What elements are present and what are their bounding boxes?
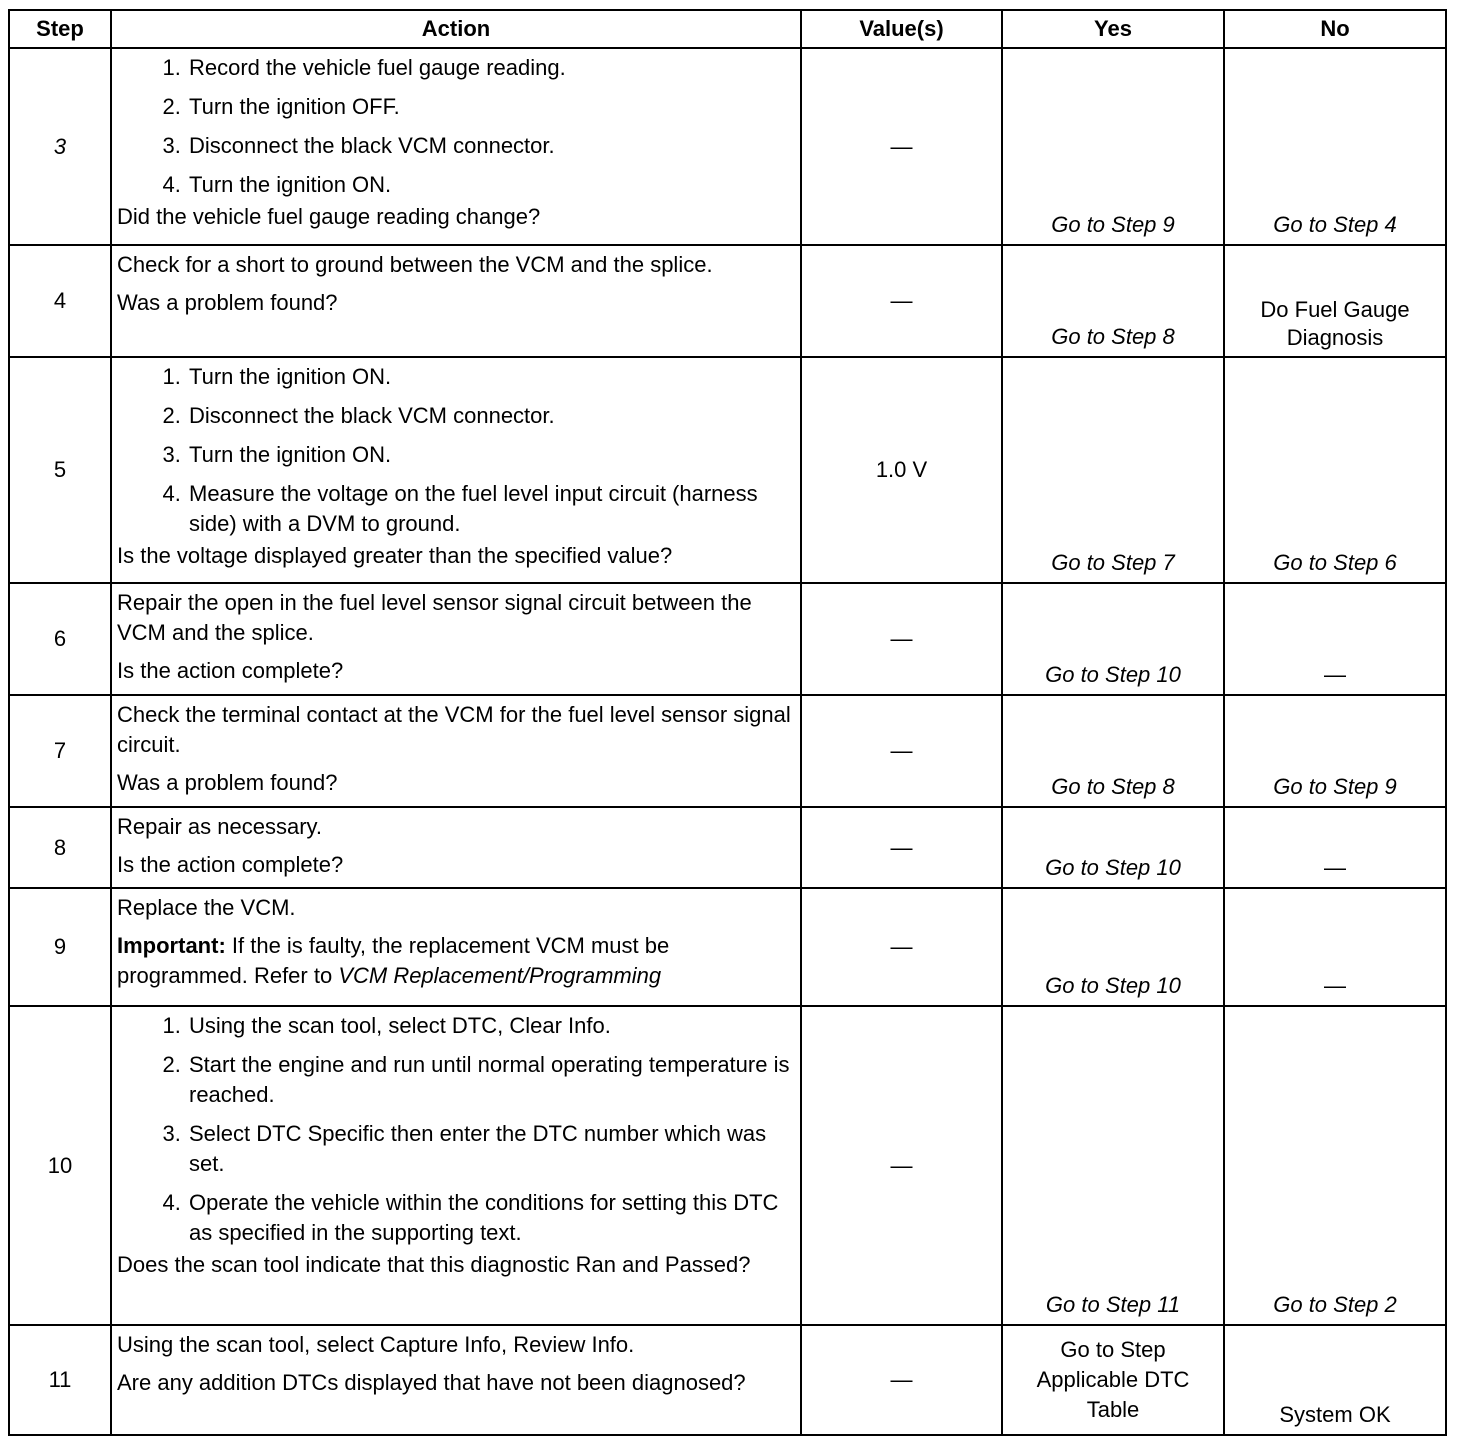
step-number: 7 [9,695,111,807]
no-cell: Go to Step 2 [1224,1006,1446,1325]
table-row [9,807,1446,888]
no-cell: Go to Step 9 [1224,695,1446,807]
action-step: 4. Turn the ignition ON. [187,170,795,200]
important-reference: VCM Replacement/Programming [338,963,662,988]
no-cell: — [1224,583,1446,695]
step-number: 8 [9,807,111,888]
action-question: Did the vehicle fuel gauge reading change? [117,204,541,229]
step-number: 9 [9,888,111,1006]
no-cell: — [1224,807,1446,888]
action-question: Is the action complete? [117,852,344,877]
action-step: 1. Using the scan tool, select DTC, Clear Info. [187,1011,795,1041]
no-cell: Go to Step 6 [1224,357,1446,583]
yes-cell: Go to Step 8 [1002,245,1224,357]
action-cell [111,48,801,245]
step-number: 3 [9,48,111,245]
action-cell [111,583,801,695]
action-instruction: Replace the VCM. [117,895,296,920]
action-steps [117,362,795,539]
header-step: Step [9,10,111,48]
no-cell: — [1224,888,1446,1006]
value-cell: — [801,1006,1002,1325]
action-step: 4. Operate the vehicle within the conditions for setting this DTC as specified in the supporting text. [187,1188,795,1248]
action-steps [117,53,795,200]
table-row [9,888,1446,1006]
yes-cell: Go to Step 10 [1002,583,1224,695]
action-steps [117,1011,795,1248]
action-cell [111,807,801,888]
header-no: No [1224,10,1446,48]
action-cell [111,357,801,583]
value-cell: — [801,48,1002,245]
table-row [9,1325,1446,1435]
step-number: 10 [9,1006,111,1325]
action-cell [111,695,801,807]
yes-cell: Go to Step 10 [1002,807,1224,888]
action-instruction: Repair as necessary. [117,814,323,839]
table-row [9,1006,1446,1325]
action-question: Is the action complete? [117,658,344,683]
value-cell: — [801,807,1002,888]
action-instruction: Using the scan tool, select Capture Info, Review Info. [117,1332,635,1357]
value-cell: — [801,245,1002,357]
table-row [9,357,1446,583]
important-label: Important: [117,933,226,958]
action-question: Does the scan tool indicate that this diagnostic Ran and Passed? [117,1252,751,1277]
table-row [9,695,1446,807]
action-step: 4. Measure the voltage on the fuel level input circuit (harness side) with a DVM to ground. [187,479,795,539]
yes-cell: Go to Step Applicable DTC Table [1002,1325,1224,1435]
yes-cell: Go to Step 7 [1002,357,1224,583]
important-text: If the is faulty, the replacement VCM must be programmed. Refer to [117,933,670,988]
yes-cell: Go to Step 11 [1002,1006,1224,1325]
yes-cell: Go to Step 9 [1002,48,1224,245]
yes-cell: Go to Step 10 [1002,888,1224,1006]
action-cell [111,245,801,357]
action-instruction: Check the terminal contact at the VCM for the fuel level sensor signal circuit. [117,702,791,757]
action-step: 2. Turn the ignition OFF. [187,92,795,122]
no-cell: System OK [1224,1325,1446,1435]
header-row [9,10,1446,48]
action-question: Was a problem found? [117,770,338,795]
action-instruction: Check for a short to ground between the VCM and the splice. [117,252,713,277]
action-step: 2. Disconnect the black VCM connector. [187,401,795,431]
action-question: Was a problem found? [117,290,338,315]
yes-cell: Go to Step 8 [1002,695,1224,807]
step-number: 6 [9,583,111,695]
value-cell: 1.0 V [801,357,1002,583]
table-row [9,583,1446,695]
action-step: 3. Turn the ignition ON. [187,440,795,470]
header-values: Value(s) [801,10,1002,48]
important-note [117,931,795,991]
action-step: 1. Record the vehicle fuel gauge reading. [187,53,795,83]
action-question: Is the voltage displayed greater than the specified value? [117,543,673,568]
action-instruction: Repair the open in the fuel level sensor signal circuit between the VCM and the splice. [117,590,752,645]
diagnostic-table [8,9,1447,1436]
value-cell: — [801,1325,1002,1435]
header-action: Action [111,10,801,48]
action-step: 1. Turn the ignition ON. [187,362,795,392]
header-yes: Yes [1002,10,1224,48]
action-cell [111,1006,801,1325]
action-question: Are any addition DTCs displayed that have not been diagnosed? [117,1370,746,1395]
action-cell [111,1325,801,1435]
value-cell: — [801,695,1002,807]
step-number: 5 [9,357,111,583]
action-step: 3. Select DTC Specific then enter the DTC number which was set. [187,1119,795,1179]
action-step: 2. Start the engine and run until normal operating temperature is reached. [187,1050,795,1110]
step-number: 4 [9,245,111,357]
action-cell [111,888,801,1006]
action-step: 3. Disconnect the black VCM connector. [187,131,795,161]
table-row [9,245,1446,357]
table-row [9,48,1446,245]
value-cell: — [801,888,1002,1006]
no-cell: Go to Step 4 [1224,48,1446,245]
step-number: 11 [9,1325,111,1435]
value-cell: — [801,583,1002,695]
no-cell: Do Fuel Gauge Diagnosis [1224,245,1446,357]
